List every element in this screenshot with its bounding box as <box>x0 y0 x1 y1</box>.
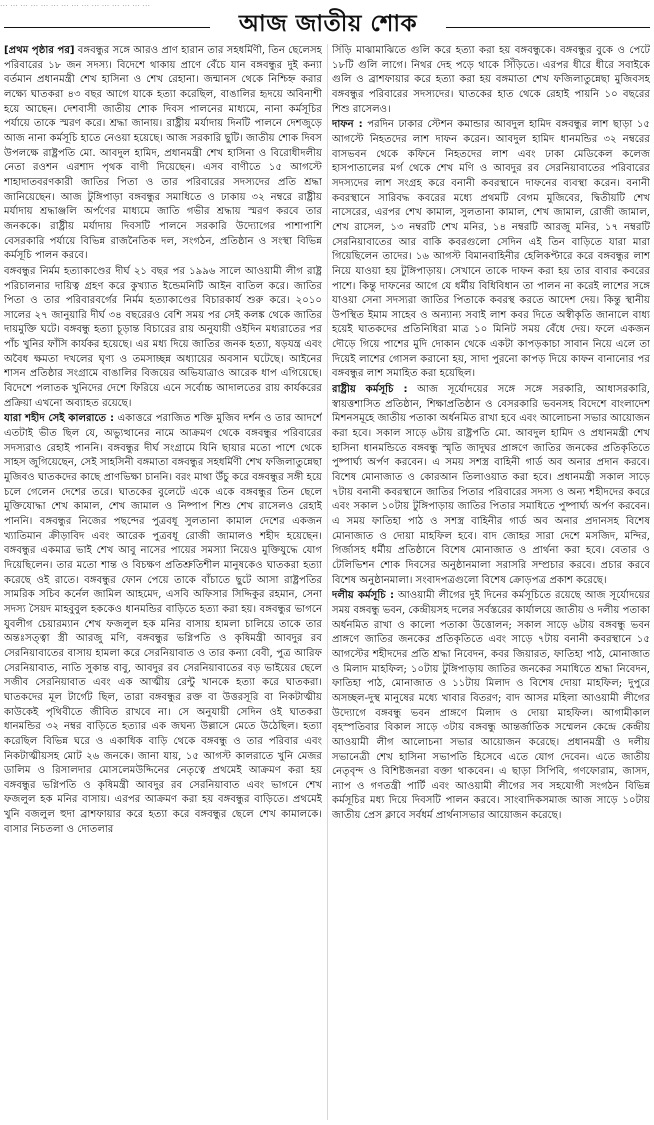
martyrs-heading: যারা শহীদ সেই কালরাতে : <box>4 413 115 425</box>
article-columns <box>4 44 650 1120</box>
party-program-heading: দলীয় কর্মসূচি : <box>332 590 395 602</box>
party-program-paragraph <box>332 589 650 824</box>
headline-right-rule <box>446 27 650 28</box>
left-paragraph-1-text: বঙ্গবন্ধুর সঙ্গে আরও প্রাণ হারান তার সহধর্মিণী, তিন ছেলেসহ পরিবারের ১৮ জন সদস্য। বিদেশে থাকায় প্রাণে বেঁচে যান বঙ্গবন্ধুর দুই কন্যা বর্তমান প্রধানমন্ত্রী শেখ হাসিনা ও শেখ রেহানা। জন্মানস থেকে নিশ্চিহ্ন করার লক্ষ্যে ঘাতকরা ৪৩ বছর আগে যাকে হত্যা করেছিল, বাঙালির হৃদয়ে অবিনাশী হয়ে আছেন। দেশবাসী জাতীয় শোক দিবস পালনের মাধ্যমে, নানা কর্মসূচির পর্যায়ে তাকে স্মরণ করে। শ্রদ্ধা জানায়। রাষ্ট্রীয় মর্যাদায় দিনটি পালনে দেশজুড়ে আজ নানা কর্মসূচি হাতে নেওয়া হয়েছে। আজ সরকারি ছুটি। জাতীয় শোক দিবস উপলক্ষে রাষ্ট্রপতি মো. আবদুল হামিদ, প্রধানমন্ত্রী শেখ হাসিনা ও বিরোধীদলীয় নেতা রওশন এরশাদ পৃথক বাণী দিয়েছেন। এসব বাণীতে ১৫ আগস্টে শাহাদাতবরণকারী জাতির পিতা ও তার পরিবারের সদস্যদের প্রতি শ্রদ্ধা জানিয়েছেন। আজ টুঙ্গিপাড়া বঙ্গবন্ধুর সমাধিতে ও ঢাকায় ৩২ নম্বরে রাষ্ট্রীয় মর্যাদায় শ্রদ্ধাঞ্জলি অর্পণের মাধ্যমে জাতি গভীর শ্রদ্ধায় স্মরণ করবে তার জনককে। রাষ্ট্রীয় মর্যাদায় দিবসটি পালনে সরকারি উদ্যোগের পাশাপাশি বেসরকারি পর্যায়ে বিভিন্ন রাজনৈতিক দল, সংগঠন, প্রতিষ্ঠান ও সংস্থা বিভিন্ন কর্মসূচি পালন করবে। <box>4 45 322 262</box>
left-article-column <box>4 44 322 1120</box>
top-clipped-text: ... ... ... ... ... ... ... ... ... ... ... ... ... ... ... <box>0 0 151 8</box>
party-program-text: আওয়ামী লীগের দুই দিনের কর্মসূচিতে রয়েছে আজ সূর্যোদয়ের সময় বঙ্গবন্ধু ভবন, কেন্দ্রীয়সহ দলের সর্বস্তরের কার্যালয়ে জাতীয় ও দলীয় পতাকা অর্ধনমিত রাখা ও কালো পতাকা উত্তোলন; সকাল সাড়ে ৬টায় বঙ্গবন্ধু ভবন প্রাঙ্গণে জাতির জনকের প্রতিকৃতিতে এবং সাড়ে ৭টায় বনানী কবরস্থানে ১৫ আগস্টের শহীদদের প্রতি শ্রদ্ধা নিবেদন, কবর জিয়ারত, ফাতিহা পাঠ, মোনাজাত ও মিলাদ মাহফিল; ১০টায় টুঙ্গিপাড়ায় জাতির জনকের সমাধিতে শ্রদ্ধা নিবেদন, ফাতিহা পাঠ, মোনাজাত ও ১১টায় মিলাদ ও বিশেষ দোয়া মাহফিল; দুপুরে অসচ্ছল-দুস্থ মানুষের মধ্যে খাবার বিতরণ; বাদ আসর মহিলা আওয়ামী লীগের উদ্যোগে বঙ্গবন্ধু ভবন প্রাঙ্গণে মিলাদ ও দোয়া মাহফিল। আগামীকাল বৃহস্পতিবার বিকাল সাড়ে ৩টায় বঙ্গবন্ধু আন্তর্জাতিক সম্মেলন কেন্দ্রে কেন্দ্রীয় আওয়ামী লীগ আলোচনা সভার আয়োজন করেছে। প্রধানমন্ত্রী ও দলীয় সভানেত্রী শেখ হাসিনা সভাপতি হিসেবে এতে যোগ দেবেন। এতে জাতীয় নেতৃবৃন্দ ও বিশিষ্টজনরা বক্তা থাকবেন। এ ছাড়া সিপিবি, গণফোরাম, জাসদ, ন্যাপ ও গণতন্ত্রী পার্টি এবং আওয়ামী লীগের সব সহযোগী সংগঠন বিভিন্ন কর্মসূচির মধ্য দিয়ে দিবসটি পালন করবে। সাংবাদিকসমাজ আজ সাড়ে ১০টায় জাতীয় প্রেস ক্লাবে সর্বধর্ম প্রার্থনাসভার আয়োজন করেছে। <box>332 590 650 822</box>
article-headline: আজ জাতীয় শোক <box>238 11 418 37</box>
state-program-text: আজ সূর্যোদয়ের সঙ্গে সঙ্গে সরকারি, আধাসরকারি, স্বায়ত্তশাসিত প্রতিষ্ঠান, শিক্ষাপ্রতিষ্ঠান ও বেসরকারি ভবনসহ বিদেশে বাংলাদেশ মিশনসমূহে জাতীয় পতাকা অর্ধনমিত রাখা হবে এবং আলোচনা সভার আয়োজন করা হবে। সকাল সাড়ে ৬টায় রাষ্ট্রপতি মো. আবদুল হামিদ ও প্রধানমন্ত্রী শেখ হাসিনা ধানমন্ডিতে বঙ্গবন্ধু স্মৃতি জাদুঘর প্রাঙ্গণে জাতির জনকের প্রতিকৃতিতে পুষ্পার্ঘ্য অর্পণ করবেন। এ সময় সশস্ত্র বাহিনী গার্ড অব অনার প্রদান করবে। বিশেষ মোনাজাত ও কোরআন তিলাওয়াত করা হবে। প্রধানমন্ত্রী সকাল সাড়ে ৭টায় বনানী কবরস্থানে জাতির পিতার পরিবারের সদস্য ও অন্য শহীদদের কবরে এবং সকাল ১০টায় টুঙ্গিপাড়ায় জাতির পিতার সমাধিতে পুষ্পার্ঘ্য অর্পণ করবেন। এ সময় ফাতিহা পাঠ ও সশস্ত্র বাহিনীর গার্ড অব অনার প্রদানসহ বিশেষ মোনাজাত ও দোয়া মাহফিল হবে। বাদ জোহর সারা দেশে মসজিদ, মন্দির, গির্জাসহ ধর্মীয় প্রতিষ্ঠানে বিশেষ মোনাজাত ও প্রার্থনা করা হবে। বেতার ও টেলিভিশন শোক দিবসের অনুষ্ঠানমালা সরাসরি সম্প্রচার করবে। প্রচার করবে বিশেষ অনুষ্ঠানমালা। সংবাদপত্রগুলো বিশেষ ক্রোড়পত্র প্রকাশ করেছে। <box>332 384 650 586</box>
left-paragraph-2 <box>4 265 322 412</box>
right-paragraph-1 <box>332 44 650 117</box>
right-article-column <box>332 44 650 1120</box>
top-clipped-text-strip <box>0 0 654 8</box>
left-paragraph-3 <box>4 412 322 837</box>
headline-left-rule <box>4 27 210 28</box>
burial-heading: দাফন : <box>332 119 363 131</box>
left-paragraph-3-text: একাত্তরে পরাজিত শক্তি মুজিব দর্শন ও তার আদর্শে এতটাই ভীত ছিল যে, অভ্যুত্থানের নামে আক্রমণ থেকে বঙ্গবন্ধুর পরিবারের সদস্যরাও রেহাই পাননি। বঙ্গবন্ধুর দীর্ঘ সংগ্রামে যিনি ছায়ার মতো পাশে থেকে সাহস জুগিয়েছেন, সেই সাহসিনী বঙ্গমাতা বঙ্গবন্ধুর সহধর্মিণী শেখ ফজিলাতুন্নেছা মুজিবও ঘাতকদের কাছে প্রাণভিক্ষা চাননি। বরং মাথা উঁচু করে বঙ্গবন্ধুর সঙ্গী হয়ে চলে গেলেন দেশের তরে। ঘাতকের বুলেটে একে একে বঙ্গবন্ধুর তিন ছেলে মুক্তিযোদ্ধা শেখ কামাল, শেখ জামাল ও নিষ্পাপ শিশু শেখ রাসেলও রেহাই পাননি। বঙ্গবন্ধুর নিজের পছন্দের পুত্রবধূ সুলতানা কামাল দেশের একজন খ্যাতিমান ক্রীড়াবিদ এবং আরেক পুত্রবধূ রোজী জামালও শহীদ হয়েছেন। বঙ্গবন্ধুর একমাত্র ভাই শেখ আবু নাসের পায়ের সমস্যা নিয়েও মুক্তিযুদ্ধে যোগ দিয়েছিলেন। তার মতো শান্ত ও বিচক্ষণ প্রতিশ্রুতিশীল মানুষকেও ঘাতকরা হত্যা করেছে ওই রাতে। বঙ্গবন্ধুর ফোন পেয়ে তাকে বাঁচাতে ছুটে আসা রাষ্ট্রপতির সামরিক সচিব কর্নেল জামিল আহমেদ, এসবি অফিসার সিদ্দিকুর রহমান, সেনা সদস্য সৈয়দ মাহবুবুল হককেও ধানমন্ডির বাড়িতে হত্যা করা হয়। বঙ্গবন্ধুর ভাগনে যুবলীগ চেয়ারম্যান শেখ ফজলুল হক মনির বাসায় হামলা চালিয়ে তাকে তার অন্তঃসত্ত্বা স্ত্রী আরজু মণি, বঙ্গবন্ধুর ভগ্নিপতি ও কৃষিমন্ত্রী আবদুর রব সেরনিয়াবাতের বাসায় হামলা করে সেরনিয়াবাত ও তার কন্যা বেবী, পুত্র আরিফ সেরনিয়াবাত, নাতি সুকান্ত বাবু, আবদুর রব সেরনিয়াবাতের বড় ভাইয়ের ছেলে সজীব সেরনিয়াবাত এবং এক আত্মীয় রেন্টু খানকে হত্যা করে ঘাতকরা। ঘাতকদের মূল টার্গেট ছিল, তারা বঙ্গবন্ধুর রক্ত বা উত্তরসূরি বা নিকটাত্মীয় কাউকেই পৃথিবীতে জীবিত রাখবে না। সে অনুযায়ী সেদিন ওই ঘাতকরা ধানমন্ডির ৩২ নম্বর বাড়িতে হত্যার এক জঘন্য উল্লাসে মেতে উঠেছিল। হত্যা করেছিল বিভিন্ন ঘরে ও একাধিক বাড়ি থেকে বঙ্গবন্ধু ও তার পরিবার এবং নিকটাত্মীয়সহ মোট ২৬ জনকে। জানা যায়, ১৫ আগস্ট কালরাতে খুনি মেজর ডালিম ও রিসালদার মোসলেমউদ্দিনের নেতৃত্বে প্রথমেই আক্রমণ করা হয় বঙ্গবন্ধুর ভগ্নিপতি ও কৃষিমন্ত্রী আবদুর রব সেরনিয়াবাত এবং ভাগনে শেখ ফজলুল হক মনির বাসায়। এরপর আক্রমণ করা হয় বঙ্গবন্ধুর বাড়িতে। প্রথমেই খুনি বজলুল হুদা ব্রাশফায়ার করে হত্যা করে বঙ্গবন্ধুর ছেলে শেখ কামালকে। বাসার নিচতলা ও দোতলার <box>4 413 322 835</box>
state-program-heading: রাষ্ট্রীয় কর্মসূচি : <box>332 384 408 396</box>
left-paragraph-2-text: বঙ্গবন্ধুর নির্মম হত্যাকাণ্ডের দীর্ঘ ২১ বছর পর ১৯৯৬ সালে আওয়ামী লীগ রাষ্ট্র পরিচালনার দায়িত্ব গ্রহণ করে কুখ্যাত ইন্ডেমনিটি আইন বাতিল করে। জাতির পিতা ও তার পরিবারবর্গের নির্মম হত্যাকাণ্ডের বিচারকার্য শুরু করে। ২০১০ সালের ২৭ জানুয়ারি দীর্ঘ ৩৪ বছরেরও বেশি সময় পর সেই কলঙ্ক থেকে জাতির দায়মুক্তি ঘটে। বঙ্গবন্ধু হত্যা চূড়ান্ত বিচারের রায় অনুযায়ী ওইদিন মধ্যরাতের পর পাঁচ খুনির ফাঁসি কার্যকর হয়েছে। এর মধ্য দিয়ে জাতির জনক হত্যা, ষড়যন্ত্র এবং অবৈধ ক্ষমতা দখলের ঘৃণ্য ও তমসাচ্ছন্ন অধ্যায়ের অবসান ঘটেছে। আইনের শাসন প্রতিষ্ঠার সংগ্রামে বাঙালির বিজয়ের অভিযাত্রাও আরেক ধাপ এগিয়েছে। বিদেশে পলাতক খুনিদের দেশে ফিরিয়ে এনে সর্বোচ্চ আদালতের রায় কার্যকরের প্রক্রিয়া এখনো অব্যাহত রয়েছে। <box>4 265 322 409</box>
burial-paragraph <box>332 118 650 382</box>
left-paragraph-1 <box>4 44 322 264</box>
state-program-paragraph <box>332 383 650 588</box>
right-paragraph-1-text: সিঁড়ি মাঝামাঝিতে গুলি করে হত্যা করা হয় বঙ্গবন্ধুকে। বঙ্গবন্ধুর বুকে ও পেটে ১৮টি গুলি লাগে। নিথর দেহ পড়ে থাকে সিঁড়িতে। এরপর ধীরে ধীরে সবাইকে গুলি ও ব্রাশফায়ার করে হত্যা করা হয় বঙ্গমাতা শেখ ফজিলাতুন্নেছা মুজিবসহ বঙ্গবন্ধুর পরিবারের সদস্যদের। ঘাতকের হাত থেকে রেহাই পায়নি ১০ বছরের শিশু রাসেলও। <box>332 45 650 115</box>
headline-bar <box>0 8 654 40</box>
lead-label: [ প্রথম পৃষ্ঠার পর ] <box>4 45 75 56</box>
burial-text: পরদিন ঢাকার স্টেশন কমান্ডার আবদুল হামিদ বঙ্গবন্ধুর লাশ ছাড়া ১৫ আগস্টে নিহতদের লাশ দাফন করেন। আবদুল হামিদ ধানমন্ডির ৩২ নম্বরের বাসভবন থেকে কফিনে নিহতদের লাশ এবং ঢাকা মেডিকেল কলেজ হাসপাতালের মর্গ থেকে শেখ মণি ও আবদুর রব সেরনিয়াবাতের পরিবারের সদস্যদের লাশ সংগ্রহ করে বনানী কবরস্থানে দাফনের ব্যবস্থা করেন। বনানী কবরস্থানে সারিবদ্ধ কবরের মধ্যে প্রথমটি বেগম মুজিবের, দ্বিতীয়টি শেখ নাসেরের, এরপর শেখ কামাল, সুলতানা কামাল, শেখ জামাল, রোজী জামাল, শেখ রাসেল, ১৩ নম্বরটি শেখ মনির, ১৪ নম্বরটি আরজু মনির, ১৭ নম্বরটি সেরনিয়াবাতের আর বাকি কবরগুলো সেদিন এই তিন বাড়িতে যারা মারা গিয়েছিলেন তাদের। ১৬ আগস্ট বিমানবাহিনীর হেলিকপ্টারে করে বঙ্গবন্ধুর লাশ নিয়ে যাওয়া হয় টুঙ্গিপাড়ায়। সেখানে তাকে দাফন করা হয় তার বাবার কবরের পাশে। কিন্তু দাফনের আগে যে ধর্মীয় বিধিবিধান তা পালন না করেই লাশের সঙ্গে যাওয়া সেনা সদস্যরা জাতির পিতাকে কবরস্থ করতে আদেশ দেয়। কিন্তু স্থানীয় উপস্থিত ইমাম সাহেব ও অন্যান্য সবাই লাশ কবর দিতে অস্বীকৃতি জানালে বাধ্য হয়েই ঘাতকদের প্রতিনিধিরা মাত্র ১০ মিনিট সময় বেঁধে দেয়। ফলে একজন দৌড়ে গিয়ে পাশের মুদি দোকান থেকে একটা কাপড়কাচা সাবান নিয়ে এলে তা দিয়েই লাশের গোসল করানো হয়, সাদা পুরনো কাপড় দিয়ে কাফন বানানোর পর বঙ্গবন্ধুর লাশ সমাহিত করা হয়েছিল। <box>332 119 650 380</box>
